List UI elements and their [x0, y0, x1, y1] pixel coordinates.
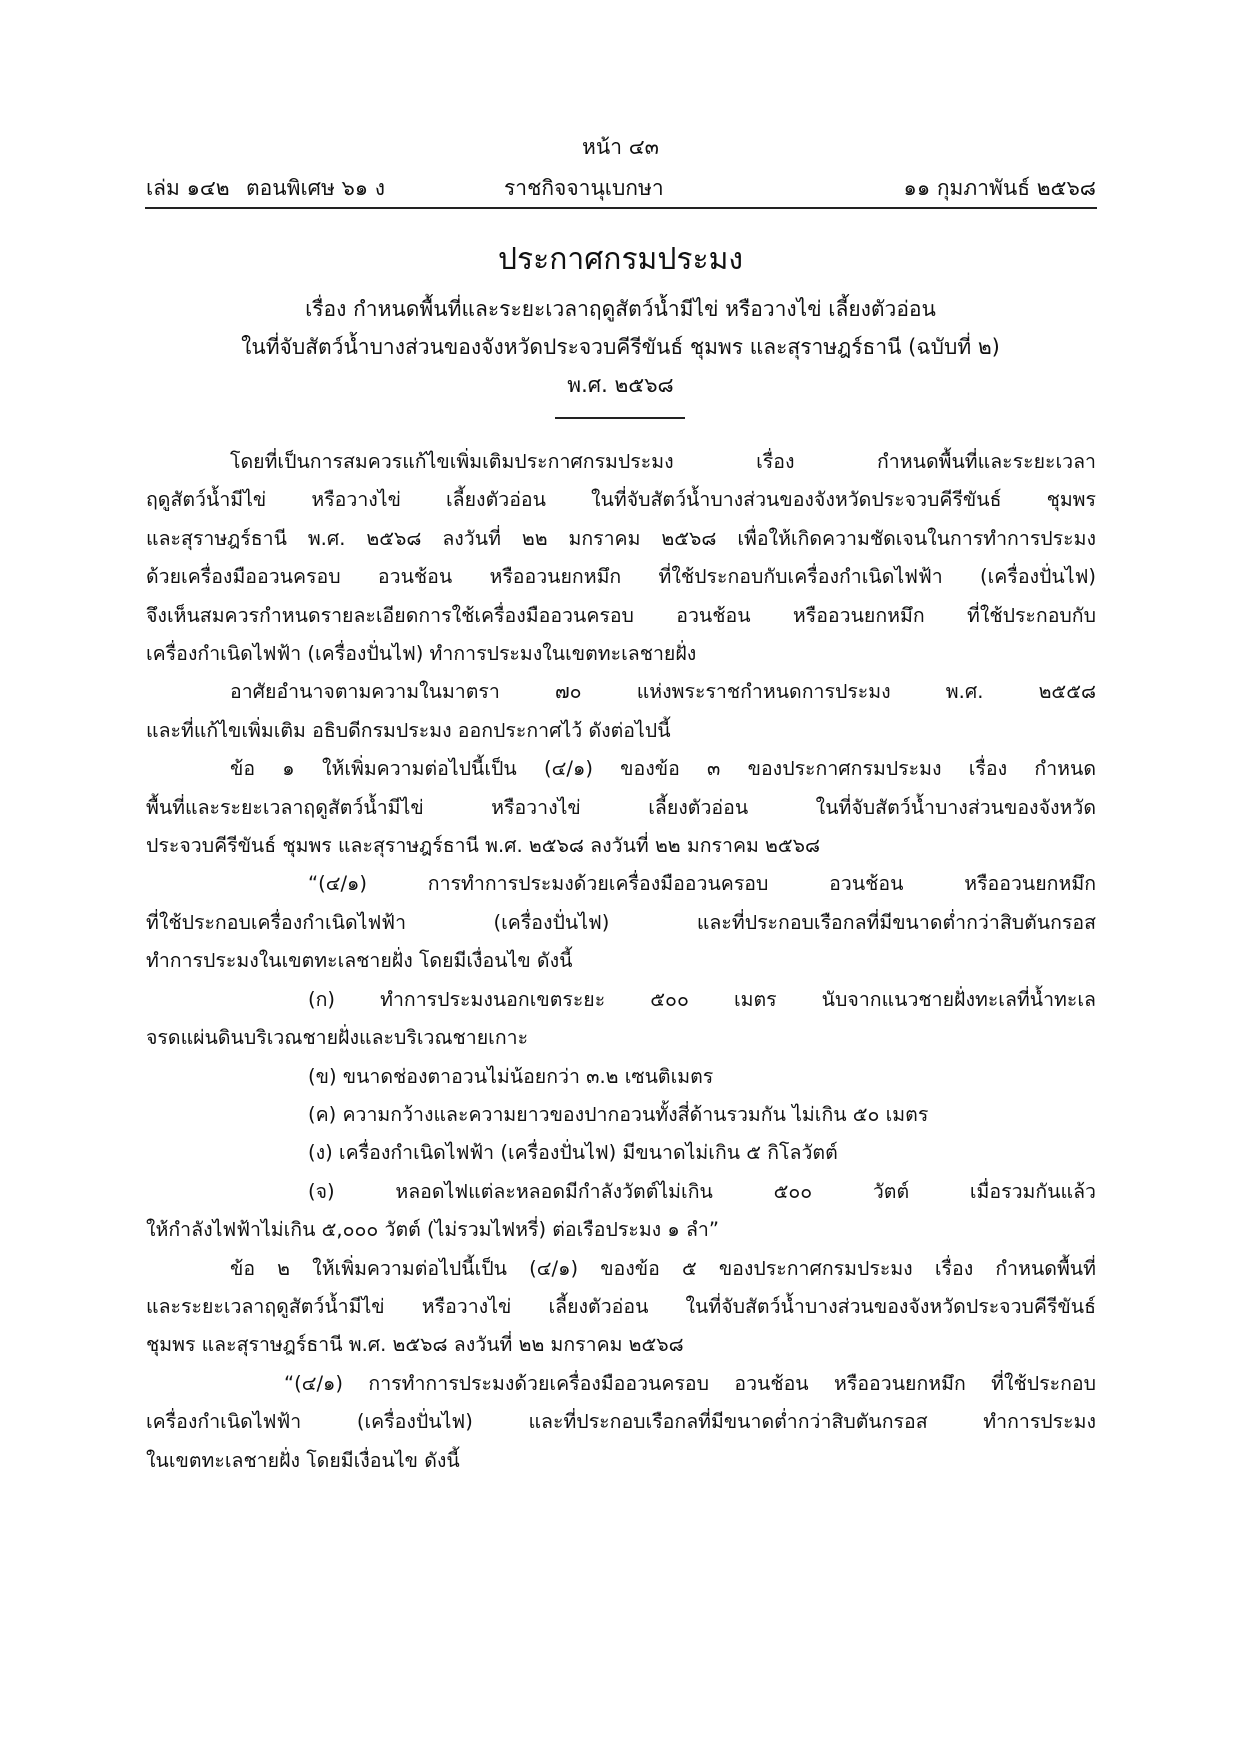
subject-year: พ.ศ. ๒๕๖๘ [567, 373, 674, 397]
condition-c [146, 1096, 1096, 1134]
condition-e [146, 1173, 1096, 1250]
body-line: เครื่องกำเนิดไฟฟ้า (เครื่องปั่นไฟ) และที่ประกอบเรือกลที่มีขนาดต่ำกว่าสิบตันกรอส ทำการประมง [146, 1410, 1096, 1434]
body-line: เครื่องกำเนิดไฟฟ้า (เครื่องปั่นไฟ) ทำการประมงในเขตทะเลชายฝั่ง [146, 642, 697, 666]
body-line: (ค) ความกว้างและความยาวของปากอวนทั้งสี่ด้านรวมกัน ไม่เกิน ๕๐ เมตร [308, 1102, 929, 1126]
body-line: (ง) เครื่องกำเนิดไฟฟ้า (เครื่องปั่นไฟ) มีขนาดไม่เกิน ๕ กิโลวัตต์ [308, 1141, 838, 1165]
authority-paragraph [146, 673, 1096, 750]
page-number: หน้า ๔๓ [582, 135, 659, 159]
body-line: ข้อ ๒ ให้เพิ่มความต่อไปนี้เป็น (๔/๑) ของข้อ ๕ ของประกาศกรมประมง เรื่อง กำหนดพื้นที่ [230, 1256, 1096, 1280]
clause-1 [146, 750, 1096, 865]
publication-date: ๑๑ กุมภาพันธ์ ๒๕๖๘ [903, 176, 1096, 200]
body-line: ในเขตทะเลชายฝั่ง โดยมีเงื่อนไข ดังนี้ [146, 1448, 460, 1472]
body-line: จรดแผ่นดินบริเวณชายฝั่งและบริเวณชายเกาะ [146, 1026, 529, 1050]
gazette-header [146, 173, 1096, 203]
body-line: และระยะเวลาฤดูสัตว์น้ำมีไข่ หรือวางไข่ เลี้ยงตัวอ่อน ในที่จับสัตว์น้ำบางส่วนของจังหวัดประจวบคีรีขันธ์ [146, 1294, 1096, 1318]
body-line: ที่ใช้ประกอบเครื่องกำเนิดไฟฟ้า (เครื่องปั่นไฟ) และที่ประกอบเรือกลที่มีขนาดต่ำกว่าสิบตันกรอส [146, 910, 1096, 934]
clause-1-quote [146, 865, 1096, 980]
body-line: และสุราษฎร์ธานี พ.ศ. ๒๕๖๘ ลงวันที่ ๒๒ มกราคม ๒๕๖๘ เพื่อให้เกิดความชัดเจนในการทำการประมง [146, 526, 1096, 550]
body-line: (ก) ทำการประมงนอกเขตระยะ ๕๐๐ เมตร นับจากแนวชายฝั่งทะเลที่น้ำทะเล [308, 987, 1096, 1011]
body-line: ด้วยเครื่องมืออวนครอบ อวนช้อน หรืออวนยกหมึก ที่ใช้ประกอบกับเครื่องกำเนิดไฟฟ้า (เครื่องปั่นไฟ) [146, 565, 1096, 589]
body-line: อาศัยอำนาจตามความในมาตรา ๗๐ แห่งพระราชกำหนดการประมง พ.ศ. ๒๕๕๘ [230, 680, 1096, 704]
announcement-subject [0, 290, 1241, 404]
header-divider [145, 207, 1097, 209]
preamble-paragraph [146, 443, 1096, 673]
announcement-body [146, 443, 1096, 1480]
gazette-name: ราชกิจจานุเบกษา [504, 176, 664, 200]
body-line: พื้นที่และระยะเวลาฤดูสัตว์น้ำมีไข่ หรือวางไข่ เลี้ยงตัวอ่อน ในที่จับสัตว์น้ำบางส่วนของจังหวัด [146, 795, 1096, 819]
subject-line: เรื่อง กำหนดพื้นที่และระยะเวลาฤดูสัตว์น้ำมีไข่ หรือวางไข่ เลี้ยงตัวอ่อน [305, 297, 936, 321]
body-line: (ข) ขนาดช่องตาอวนไม่น้อยกว่า ๓.๒ เซนติเมตร [308, 1064, 714, 1088]
body-line: โดยที่เป็นการสมควรแก้ไขเพิ่มเติมประกาศกรมประมง เรื่อง กำหนดพื้นที่และระยะเวลา [230, 450, 1096, 473]
title-divider [555, 417, 685, 419]
announcement-title: ประกาศกรมประมง [497, 242, 744, 277]
body-line: จึงเห็นสมควรกำหนดรายละเอียดการใช้เครื่องมืออวนครอบ อวนช้อน หรืออวนยกหมึก ที่ใช้ประกอบกับ [146, 603, 1096, 627]
body-line: ชุมพร และสุราษฎร์ธานี พ.ศ. ๒๕๖๘ ลงวันที่ ๒๒ มกราคม ๒๕๖๘ [146, 1333, 684, 1357]
body-line: และที่แก้ไขเพิ่มเติม อธิบดีกรมประมง ออกประกาศไว้ ดังต่อไปนี้ [146, 718, 671, 742]
body-line: ประจวบคีรีขันธ์ ชุมพร และสุราษฎร์ธานี พ.ศ. ๒๕๖๘ ลงวันที่ ๒๒ มกราคม ๒๕๖๘ [146, 834, 821, 858]
body-line: (จ) หลอดไฟแต่ละหลอดมีกำลังวัตต์ไม่เกิน ๕๐๐ วัตต์ เมื่อรวมกันแล้ว [308, 1179, 1096, 1203]
body-line: “(๔/๑) การทำการประมงด้วยเครื่องมืออวนครอบ อวนช้อน หรืออวนยกหมึก ที่ใช้ประกอบ [284, 1371, 1096, 1395]
section-number: ตอนพิเศษ ๖๑ ง [246, 176, 386, 200]
clause-2-quote [146, 1365, 1096, 1480]
book-volume: เล่ม ๑๔๒ [146, 176, 230, 200]
body-line: ทำการประมงในเขตทะเลชายฝั่ง โดยมีเงื่อนไข ดังนี้ [146, 949, 573, 973]
subject-line: ในที่จับสัตว์น้ำบางส่วนของจังหวัดประจวบคีรีขันธ์ ชุมพร และสุราษฎร์ธานี (ฉบับที่ ๒) [241, 335, 1000, 359]
condition-b [146, 1058, 1096, 1096]
body-line: ข้อ ๑ ให้เพิ่มความต่อไปนี้เป็น (๔/๑) ของข้อ ๓ ของประกาศกรมประมง เรื่อง กำหนด [230, 757, 1096, 781]
body-line: ให้กำลังไฟฟ้าไม่เกิน ๕,๐๐๐ วัตต์ (ไม่รวมไฟหรี่) ต่อเรือประมง ๑ ลำ” [146, 1218, 719, 1242]
body-line: ฤดูสัตว์น้ำมีไข่ หรือวางไข่ เลี้ยงตัวอ่อน ในที่จับสัตว์น้ำบางส่วนของจังหวัดประจวบคีรีขันธ์ ชุมพร [146, 488, 1096, 512]
condition-d [146, 1134, 1096, 1172]
clause-2 [146, 1250, 1096, 1365]
condition-a [146, 981, 1096, 1058]
body-line: “(๔/๑) การทำการประมงด้วยเครื่องมืออวนครอบ อวนช้อน หรืออวนยกหมึก [308, 872, 1096, 896]
